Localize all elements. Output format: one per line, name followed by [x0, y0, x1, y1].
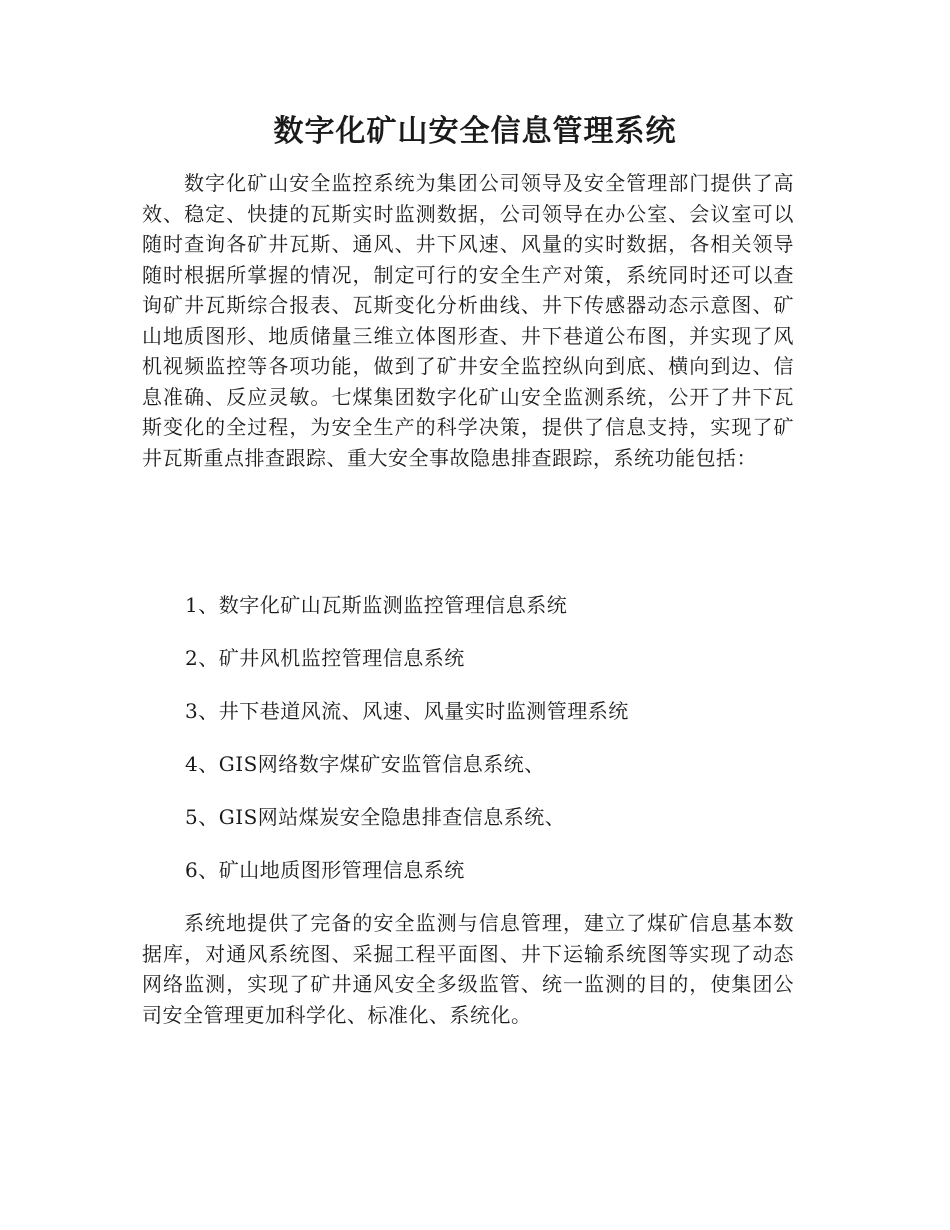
list-item: 3、井下巷道风流、风速、风量实时监测管理系统 — [185, 699, 629, 723]
list-item: 6、矿山地质图形管理信息系统 — [185, 858, 465, 882]
feature-list — [185, 590, 805, 908]
conclusion-paragraph: 系统地提供了完备的安全监测与信息管理，建立了煤矿信息基本数据库，对通风系统图、采掘工程平面图、井下运输系统图等实现了动态网络监测，实现了矿井通风安全多级监管、统一监测的目的，使集团公司安全管理更加科学化、标准化、系统化。 — [142, 911, 794, 1027]
list-item: 5、GIS网站煤炭安全隐患排查信息系统、 — [185, 805, 566, 829]
document-title: 数字化矿山安全信息管理系统 — [273, 114, 677, 149]
list-item: 1、数字化矿山瓦斯监测监控管理信息系统 — [185, 593, 568, 617]
list-item: 2、矿井风机监控管理信息系统 — [185, 646, 465, 670]
list-item: 4、GIS网络数字煤矿安监管信息系统、 — [185, 752, 545, 776]
intro-paragraph: 数字化矿山安全监控系统为集团公司领导及安全管理部门提供了高效、稳定、快捷的瓦斯实时监测数据，公司领导在办公室、会议室可以随时查询各矿井瓦斯、通风、井下风速、风量的实时数据，各相关领导随时根据所掌握的情况，制定可行的安全生产对策，系统同时还可以查询矿井瓦斯综合报表、瓦斯变化分析曲线、井下传感器动态示意图、矿山地质图形、地质储量三维立体图形查、井下巷道公布图，并实现了风机视频监控等各项功能，做到了矿井安全监控纵向到底、横向到边、信息准确、反应灵敏。七煤集团数字化矿山安全监测系统，公开了井下瓦斯变化的全过程，为安全生产的科学决策，提供了信息支持，实现了矿井瓦斯重点排查跟踪、重大安全事故隐患排查跟踪，系统功能包括： — [142, 171, 794, 470]
